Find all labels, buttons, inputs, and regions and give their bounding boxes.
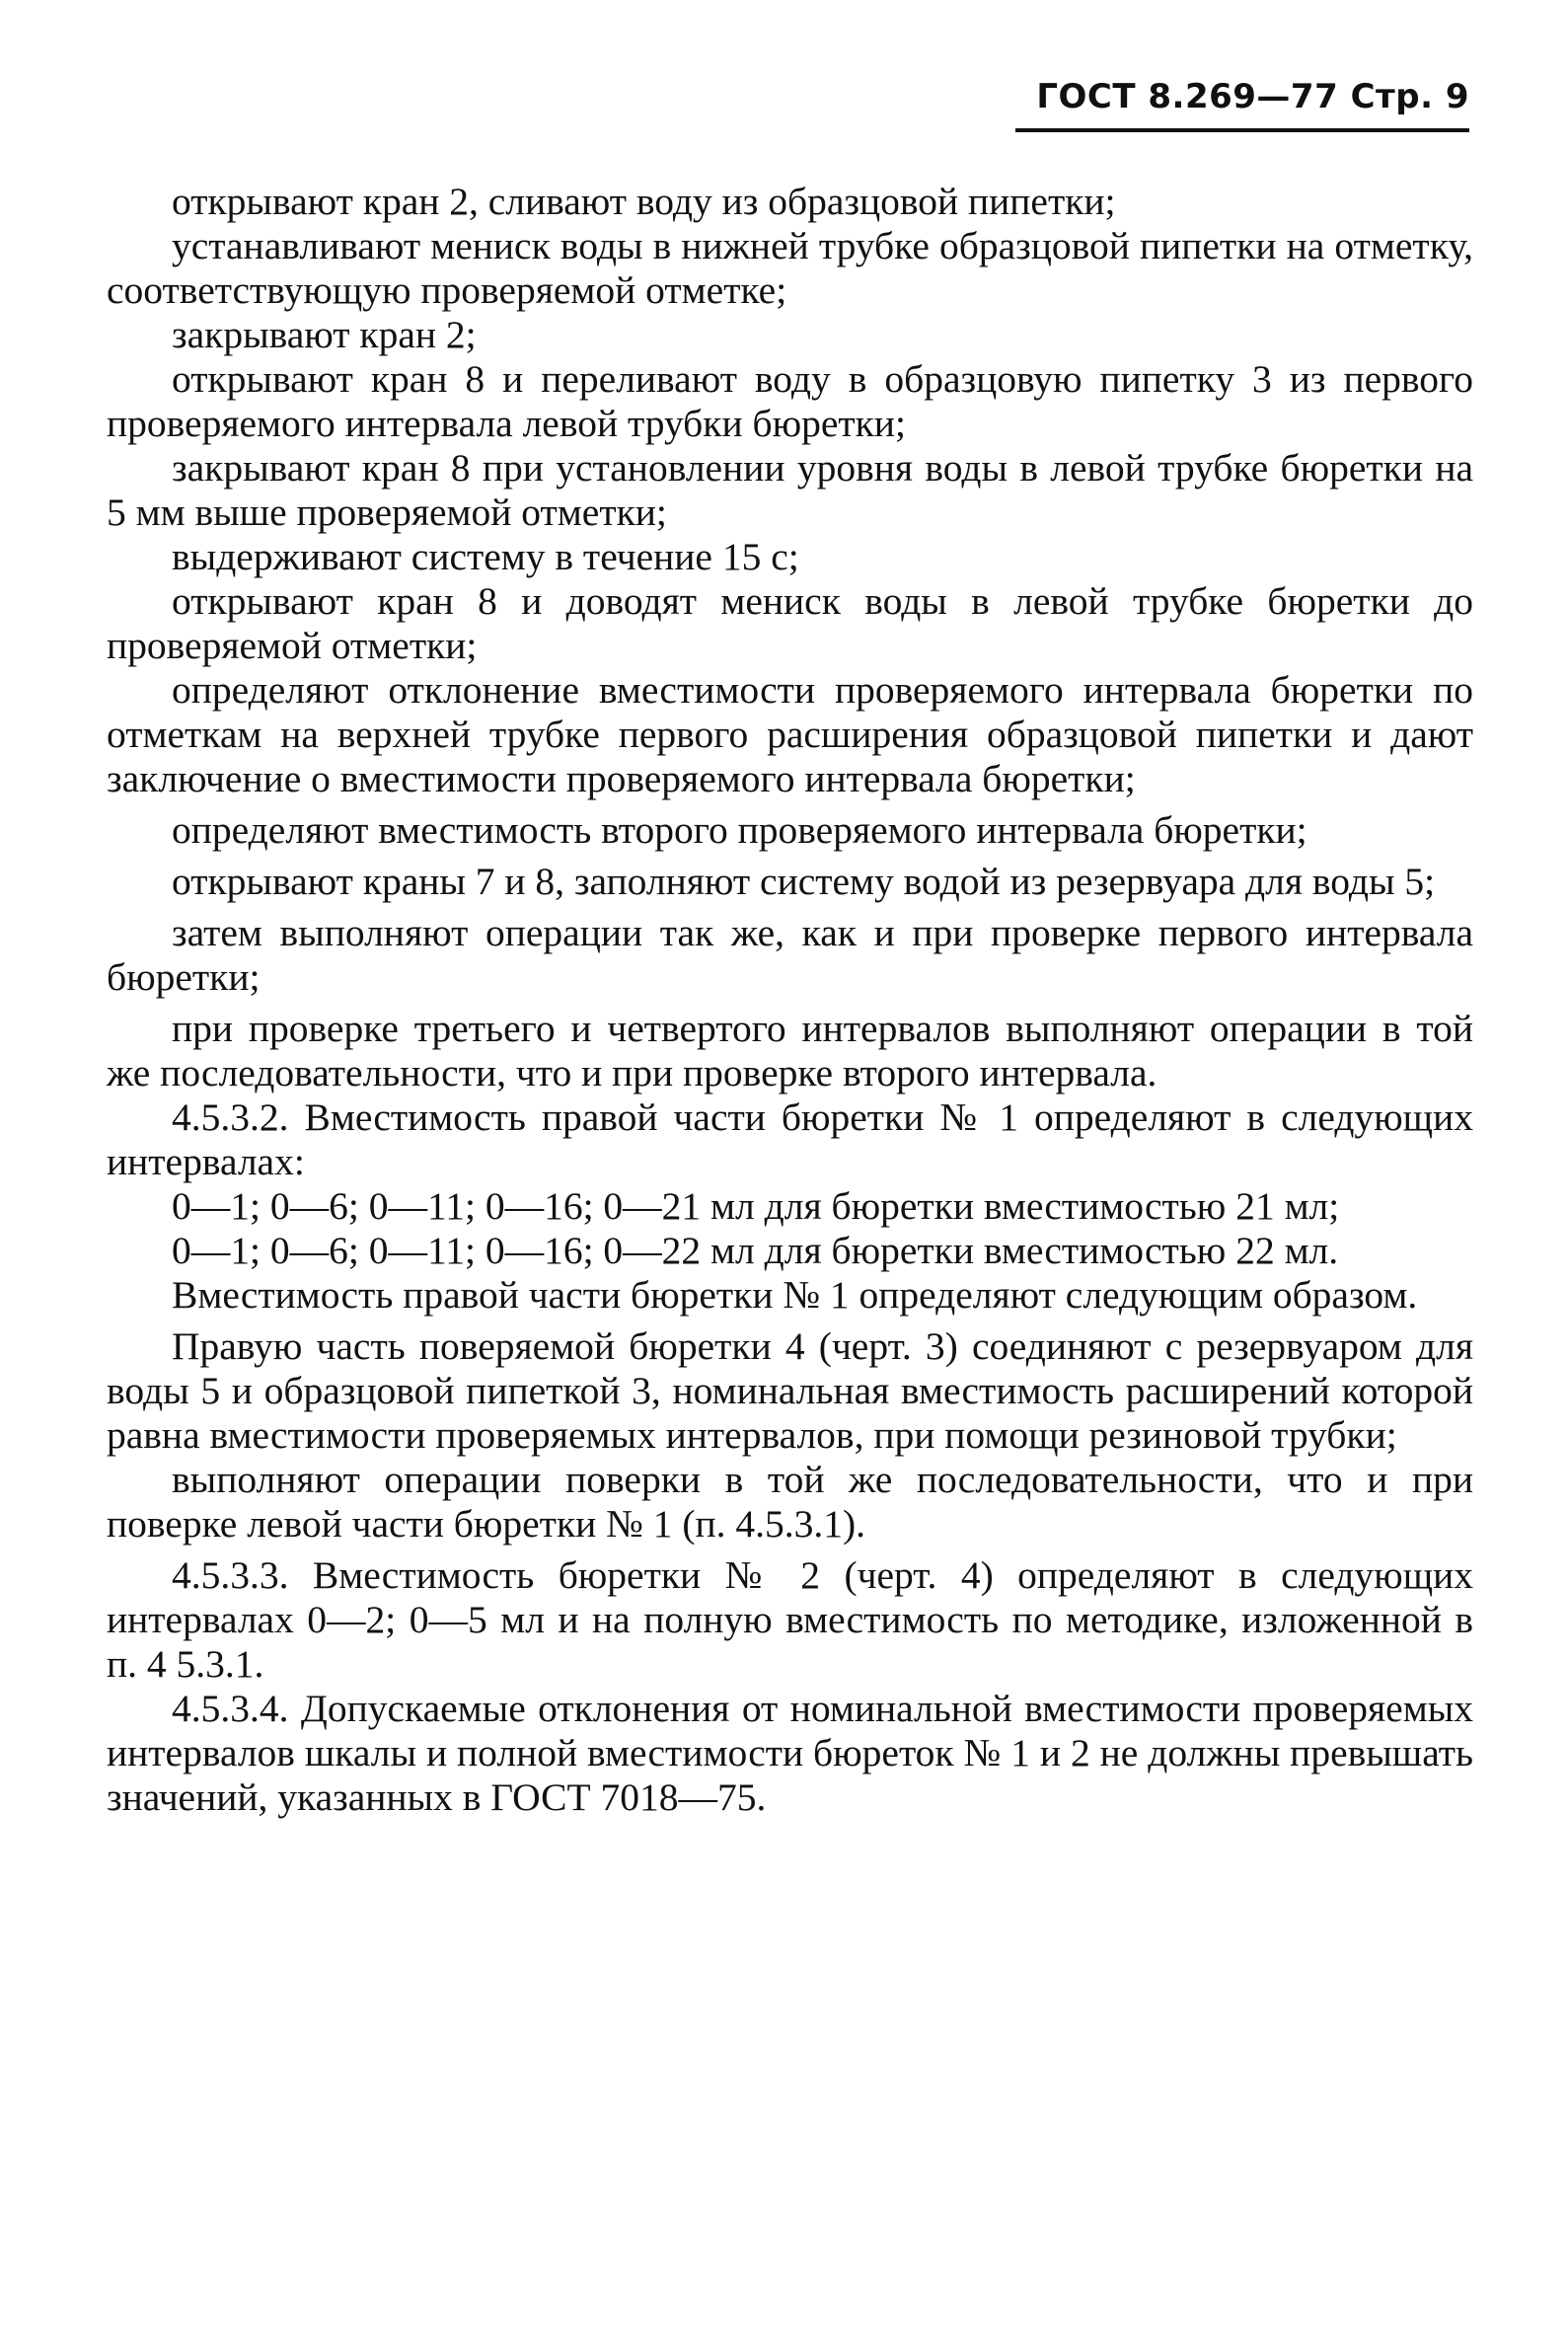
paragraph: при проверке третьего и четвертого интервалов выполняют операции в той же последовательности, что и при проверке второго интервала. [107,1007,1473,1094]
header-rule [1015,128,1469,132]
paragraph: 0—1; 0—6; 0—11; 0—16; 0—21 мл для бюретки вместимостью 21 мл; [172,1184,1340,1228]
paragraph: выдерживают систему в течение 15 с; [172,535,799,578]
paragraph: определяют вместимость второго проверяемого интервала бюретки; [172,808,1307,852]
paragraph: открывают краны 7 и 8, заполняют систему водой из резервуара для воды 5; [172,860,1436,903]
paragraph: определяют отклонение вместимости проверяемого интервала бюретки по отметкам на верхней трубке первого расширения образцовой пипетки и дают заключение о вместимости проверяемого интервала бюретки; [107,668,1473,800]
paragraph: 4.5.3.4. Допускаемые отклонения от номинальной вместимости проверяемых интервалов шкалы и полной вместимости бюреток № 1 и 2 не должны превышать значений, указанных в ГОСТ 7018—75. [107,1687,1473,1819]
paragraph: Правую часть поверяемой бюретки 4 (черт. 3) соединяют с резервуаром для воды 5 и образцовой пипеткой 3, номинальная вместимость расширений которой равна вместимости проверяемых интервалов, при помощи резиновой трубки; [107,1324,1473,1457]
page-number: Стр. 9 [1350,77,1469,116]
paragraph: открывают кран 2, сливают воду из образцовой пипетки; [172,180,1116,223]
paragraph: затем выполняют операции так же, как и при проверке первого интервала бюретки; [107,911,1473,999]
page-header [1015,77,1469,116]
standard-id: ГОСТ 8.269—77 [1036,77,1339,116]
paragraph: 0—1; 0—6; 0—11; 0—16; 0—22 мл для бюретки вместимостью 22 мл. [172,1229,1339,1272]
paragraph: устанавливают мениск воды в нижней трубке образцовой пипетки на отметку, соответствующую проверяемой отметке; [107,224,1473,312]
paragraph: закрывают кран 8 при установлении уровня воды в левой трубке бюретки на 5 мм выше проверяемой отметки; [107,446,1473,534]
paragraph: закрывают кран 2; [172,313,477,356]
paragraph: 4.5.3.2. Вместимость правой части бюретки № 1 определяют в следующих интервалах: [107,1095,1473,1183]
paragraph: выполняют операции поверки в той же последовательности, что и при поверке левой части бюретки № 1 (п. 4.5.3.1). [107,1458,1473,1546]
body-text [107,180,1473,1820]
paragraph: Вместимость правой части бюретки № 1 определяют следующим образом. [172,1273,1418,1317]
paragraph: открывают кран 8 и переливают воду в образцовую пипетку 3 из первого проверяемого интервала левой трубки бюретки; [107,357,1473,445]
paragraph: 4.5.3.3. Вместимость бюретки № 2 (черт. 4) определяют в следующих интервалах 0—2; 0—5 мл и на полную вместимость по методике, изложенной в п. 4 5.3.1. [107,1553,1473,1686]
paragraph: открывают кран 8 и доводят мениск воды в левой трубке бюретки до проверяемой отметки; [107,579,1473,667]
